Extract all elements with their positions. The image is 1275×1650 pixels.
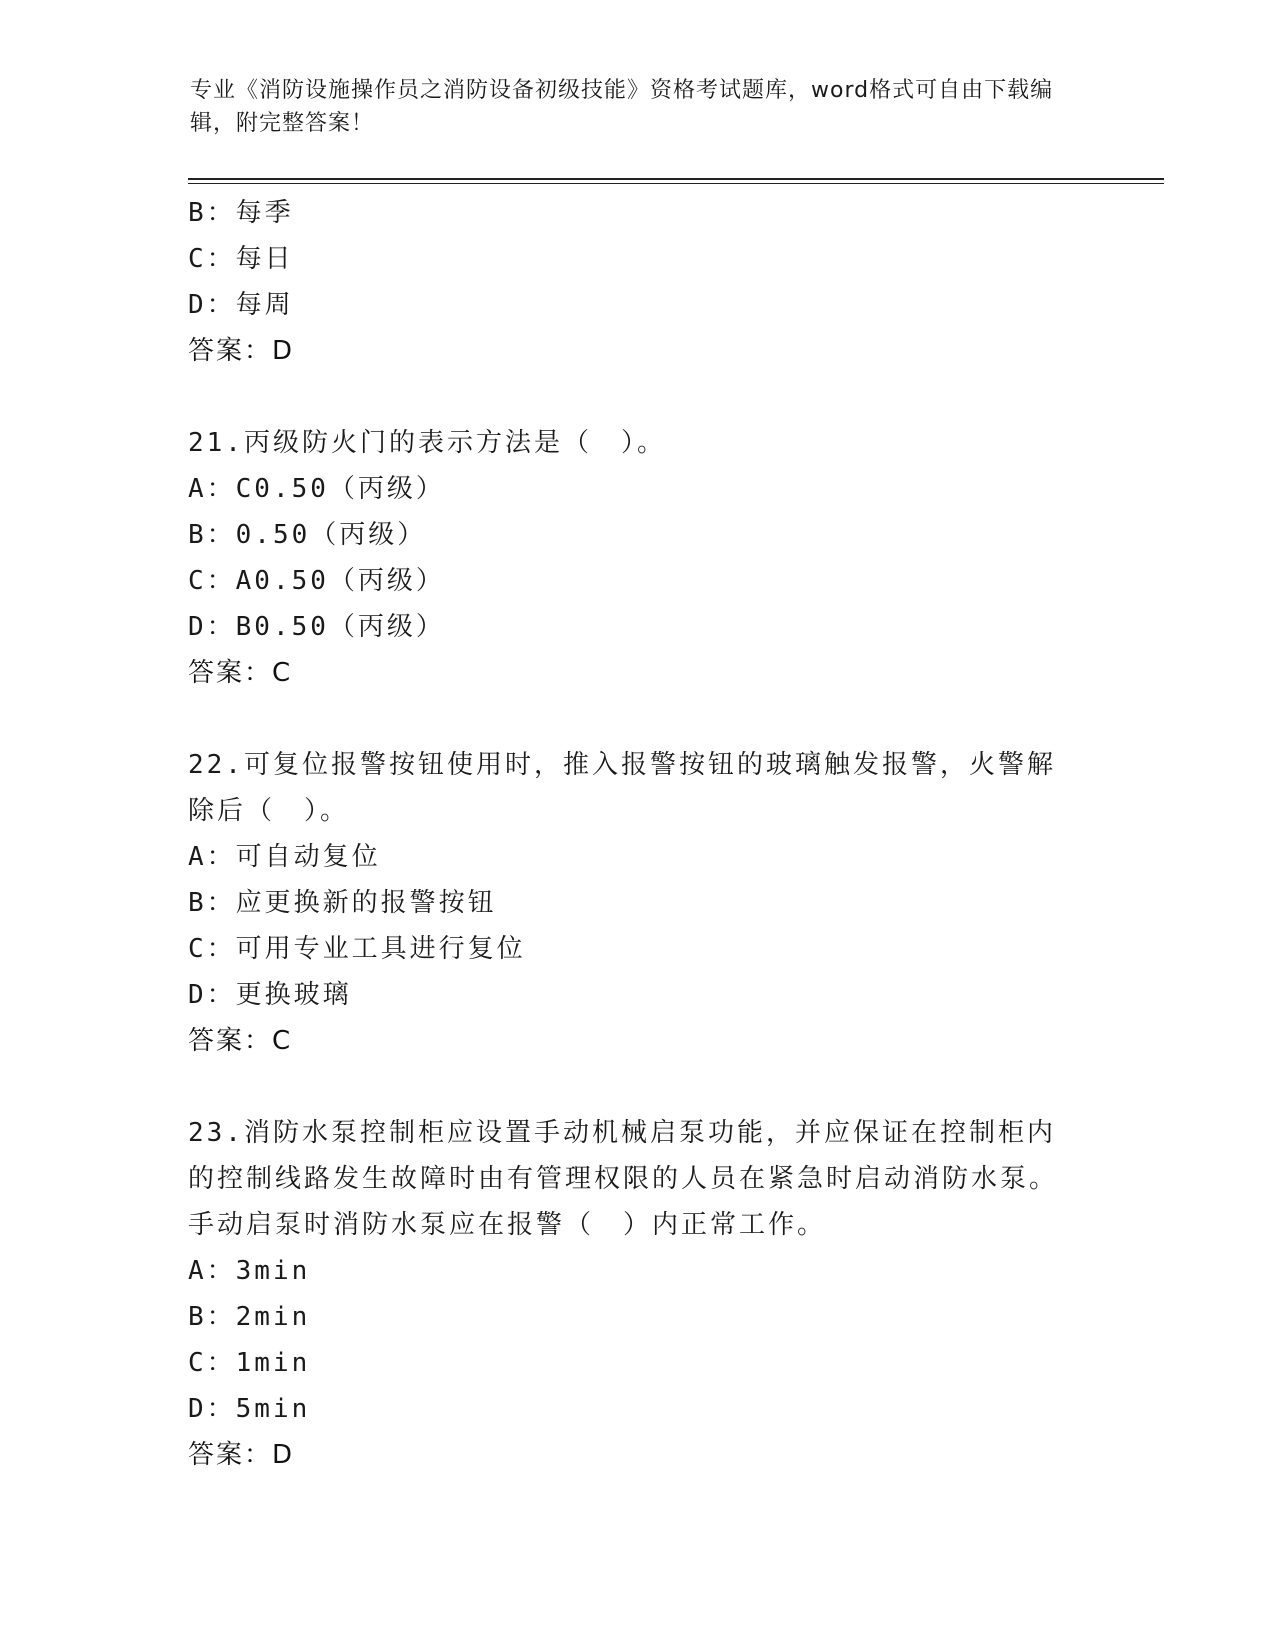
question-list <box>188 190 1088 1478</box>
question-stem: 21.丙级防火门的表示方法是（ ）。 <box>188 428 666 458</box>
option-b: B：应更换新的报警按钮 <box>188 888 497 918</box>
document-header: 专业《消防设施操作员之消防设备初级技能》资格考试题库，word格式可自由下载编辑，附完整答案！ <box>190 78 1054 136</box>
option-c: C：每日 <box>188 244 294 274</box>
spacer <box>188 696 1088 742</box>
option-a: A：3min <box>188 1256 311 1286</box>
question-stem: 23.消防水泵控制柜应设置手动机械启泵功能，并应保证在控制柜内的控制线路发生故障时由有管理权限的人员在紧急时启动消防水泵。手动启泵时消防水泵应在报警（ ）内正常工作。 <box>188 1118 1059 1240</box>
question-block-22 <box>188 742 1088 1064</box>
spacer <box>188 374 1088 420</box>
question-stem: 22.可复位报警按钮使用时，推入报警按钮的玻璃触发报警，火警解除后（ ）。 <box>188 750 1056 826</box>
option-c: C：可用专业工具进行复位 <box>188 934 526 964</box>
option-d: D：更换玻璃 <box>188 980 352 1010</box>
spacer <box>188 1064 1088 1110</box>
option-c: C：1min <box>188 1348 311 1378</box>
question-block-previous <box>188 190 1088 374</box>
option-d: D：每周 <box>188 290 294 320</box>
question-block-23 <box>188 1110 1088 1478</box>
answer-line: 答案：D <box>188 336 295 366</box>
option-c: C：A0.50（丙级） <box>188 566 445 596</box>
option-b: B：2min <box>188 1302 311 1332</box>
header-divider-thin <box>188 183 1164 184</box>
answer-line: 答案：D <box>188 1440 295 1470</box>
option-b: B：0.50（丙级） <box>188 520 427 550</box>
header-divider <box>188 178 1164 180</box>
question-block-21 <box>188 420 1088 696</box>
option-d: D：5min <box>188 1394 311 1424</box>
option-a: A：可自动复位 <box>188 842 381 872</box>
answer-line: 答案：C <box>188 658 293 688</box>
option-a: A：C0.50（丙级） <box>188 474 445 504</box>
answer-line: 答案：C <box>188 1026 293 1056</box>
option-b: B：每季 <box>188 198 294 228</box>
option-d: D：B0.50（丙级） <box>188 612 445 642</box>
